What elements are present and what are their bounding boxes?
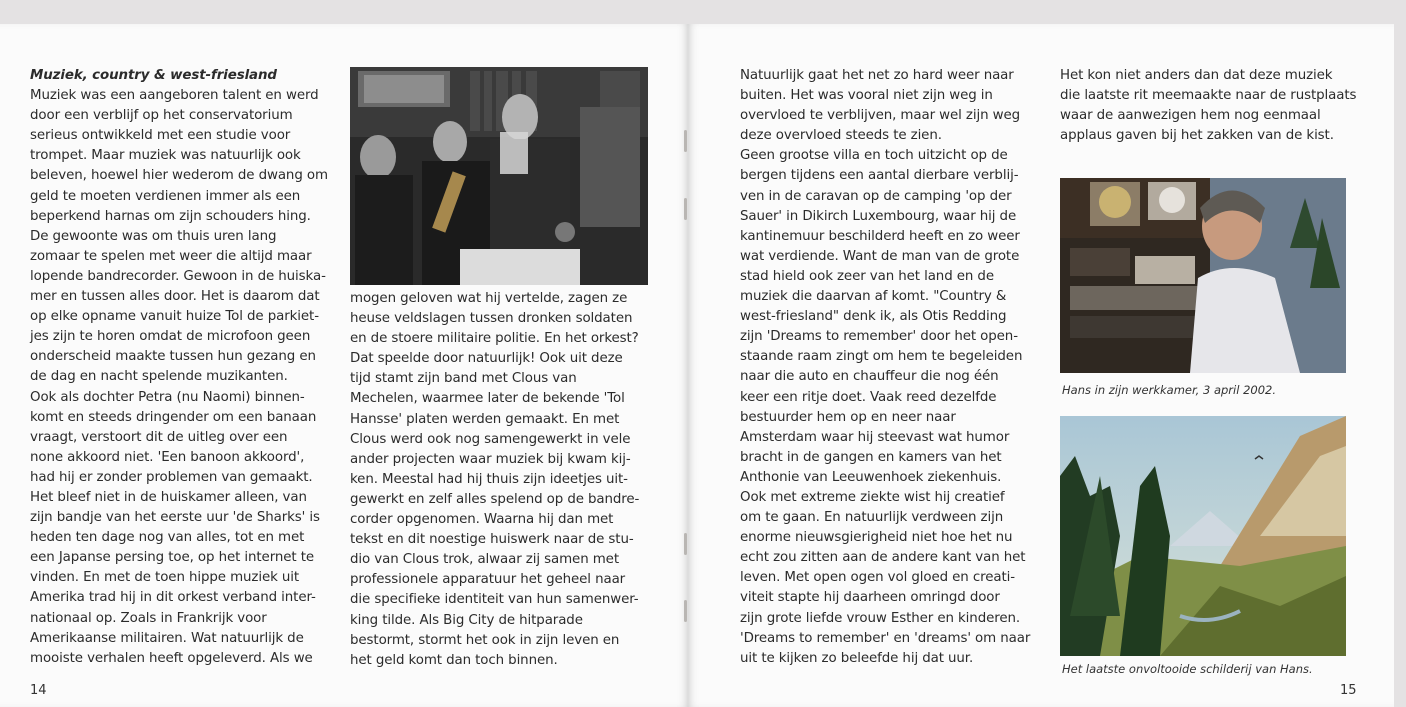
text-line: Amerikaanse militairen. Wat natuurlijk de (30, 630, 304, 646)
text-line: gewerkt en zelf alles spelend op de bandre- (350, 491, 640, 507)
text-line: applaus gaven bij het zakken van de kist. (1060, 128, 1334, 144)
text-line: heden ten dage nog van alles, tot en met (30, 530, 305, 546)
text-line: overvloed te verblijven, maar wel zijn weg (740, 108, 1021, 124)
text-line: waar de aanwezigen hem nog eenmaal (1060, 108, 1321, 124)
text-line: heuse veldslagen tussen dronken soldaten (350, 311, 633, 327)
text-line: Hansse' platen werden gemaakt. En met (350, 411, 620, 427)
text-line: buiten. Het was vooral niet zijn weg in (740, 88, 993, 104)
text-line: en de stoere militaire politie. En het orkest? (350, 331, 639, 347)
text-line: geld te moeten verdienen immer als een (30, 188, 301, 204)
text-line: zijn bandje van het eerste uur 'de Sharks' is (30, 510, 320, 526)
text-line: staande raam zingt om hem te begeleiden (740, 349, 1023, 365)
text-line: echt zou zitten aan de andere kant van het (740, 550, 1026, 566)
band-photo (350, 67, 648, 285)
left-col-1 (30, 66, 328, 669)
staple-mark (684, 198, 687, 220)
unfinished-painting-image (1060, 416, 1346, 656)
hans-study-photo (1060, 178, 1346, 373)
text-line: Het bleef niet in de huiskamer alleen, van (30, 489, 307, 505)
section-heading: Muziek, country & west-friesland (30, 68, 277, 83)
text-line: mooiste verhalen heeft opgeleverd. Als we (30, 650, 313, 666)
text-line: Geen grootse villa en toch uitzicht op de (740, 148, 1008, 164)
text-line: mogen geloven wat hij vertelde, zagen ze (350, 291, 628, 306)
text-line: ander projecten waar muziek bij kwam kij- (350, 451, 631, 467)
text-line: Het kon niet anders dan dat deze muziek (1060, 68, 1333, 83)
text-line: Amerika trad hij in dit orkest verband inter- (30, 590, 316, 606)
text-line: vinden. En met de toen hippe muziek uit (30, 570, 300, 586)
text-line: Muziek was een aangeboren talent en werd (30, 88, 319, 104)
text-line: 'Dreams to remember' en 'dreams' om naar (740, 630, 1031, 646)
text-line: die specifieke identiteit van hun samenwer- (350, 592, 639, 608)
text-line: leven. Met open ogen vol gloed en creati- (740, 570, 1015, 586)
right-page (688, 24, 1394, 707)
text-line: door een verblijf op het conservatorium (30, 108, 293, 124)
hans-study-image (1060, 178, 1346, 373)
text-line: uit te kijken zo beleefde hij dat uur. (740, 650, 974, 666)
caption-painting: Het laatste onvoltooide schilderij van Hans. (1062, 662, 1313, 676)
text-line: om te gaan. En natuurlijk verdween zijn (740, 510, 1004, 526)
text-line: zijn 'Dreams to remember' door het open- (740, 329, 1018, 345)
text-line: bestuurder hem op en neer naar (740, 409, 956, 425)
right-col-2-text (1060, 66, 1356, 146)
text-line: dio van Clous trok, alwaar zij samen met (350, 552, 619, 568)
text-line: Natuurlijk gaat het net zo hard weer naar (740, 68, 1014, 83)
text-line: Mechelen, waarmee later de bekende 'Tol (350, 391, 625, 407)
text-line: vraagt, verstoort dit de uitleg over een (30, 429, 288, 445)
text-line: een Japanse persing toe, op het internet te (30, 550, 314, 566)
left-col-2 (350, 289, 639, 671)
text-line: beperkend harnas om zijn schouders hing. (30, 208, 311, 224)
text-line: het geld komt dan toch binnen. (350, 652, 558, 668)
text-line: lopende bandrecorder. Gewoon in de huiska- (30, 268, 326, 284)
band-photo-image (350, 67, 648, 285)
text-line: nationaal op. Zoals in Frankrijk voor (30, 610, 267, 626)
text-line: corder opgenomen. Waarna hij dan met (350, 512, 614, 528)
text-line: viteit stapte hij daarheen omringd door (740, 590, 1000, 606)
text-line: onderscheid maakte tussen hun gezang en (30, 349, 316, 365)
text-line: none akkoord niet. 'Een banoon akkoord', (30, 449, 305, 465)
text-line: west-friesland" denk ik, als Otis Redding (740, 309, 1007, 325)
text-line: die laatste rit meemaakte naar de rustplaats (1060, 88, 1357, 104)
text-line: tekst en dit noestige huiswerk naar de stu- (350, 532, 634, 548)
right-col-1-text (740, 66, 1030, 669)
text-line: trompet. Maar muziek was natuurlijk ook (30, 148, 301, 164)
right-col-1 (740, 66, 1030, 669)
text-line: zomaar te spelen met weer die altijd maar (30, 248, 312, 264)
text-line: kantinemuur beschilderd heeft en zo weer (740, 228, 1020, 244)
text-line: mer en tussen alles door. Het is daarom dat (30, 289, 320, 305)
text-line: keer een ritje doet. Vaak reed dezelfde (740, 389, 997, 405)
text-line: bracht in de gangen en kamers van het (740, 449, 1002, 465)
staple-mark-bottom (684, 600, 687, 622)
right-col-2 (1060, 66, 1356, 146)
text-line: enorme nieuwsgierigheid niet hoe het nu (740, 530, 1013, 546)
text-line: De gewoonte was om thuis uren lang (30, 228, 277, 244)
left-page (0, 24, 688, 707)
text-line: Ook als dochter Petra (nu Naomi) binnen- (30, 389, 305, 405)
text-line: Dat speelde door natuurlijk! Ook uit deze (350, 351, 623, 367)
text-line: stad hield ook zeer van het land en de (740, 268, 994, 284)
text-line: zijn grote liefde vrouw Esther en kinderen. (740, 610, 1021, 626)
painting-photo (1060, 416, 1346, 656)
text-line: professionele apparatuur het geheel naar (350, 572, 626, 588)
text-line: Clous werd ook nog samengewerkt in vele (350, 431, 631, 447)
text-line: Ook met extreme ziekte wist hij creatief (740, 489, 1005, 505)
text-line: wat verdiende. Want de man van de grote (740, 248, 1020, 264)
text-line: deze overvloed steeds te zien. (740, 128, 942, 144)
text-line: bergen tijdens een aantal dierbare verblij- (740, 168, 1019, 184)
left-col-1-text (30, 86, 328, 669)
page-number-right: 15 (1340, 683, 1357, 698)
caption-hans-study: Hans in zijn werkkamer, 3 april 2002. (1062, 383, 1276, 397)
text-line: komt en steeds dringender om een banaan (30, 409, 317, 425)
text-line: had hij er zonder problemen van gemaakt. (30, 469, 313, 485)
text-line: Anthonie van Leeuwenhoek ziekenhuis. (740, 469, 1002, 485)
staple-bottom (684, 533, 687, 555)
text-line: serieus ontwikkeld met een studie voor (30, 128, 291, 144)
text-line: muziek die daarvan af komt. "Country & (740, 289, 1007, 305)
text-line: jes zijn te horen omdat de microfoon geen (30, 329, 311, 345)
text-line: de dag en nacht spelende muzikanten. (30, 369, 288, 385)
text-line: bestormt, stormt het ook in zijn leven en (350, 632, 620, 648)
text-line: ken. Meestal had hij thuis zijn ideetjes uit- (350, 471, 628, 487)
text-line: king tilde. Als Big City de hitparade (350, 612, 583, 628)
text-line: ven in de caravan op de camping 'op der (740, 188, 1012, 204)
text-line: tijd stamt zijn band met Clous van (350, 371, 577, 387)
text-line: Sauer' in Dikirch Luxembourg, waar hij de (740, 208, 1017, 224)
left-col-2-text (350, 289, 639, 671)
text-line: naar die auto en chauffeur die nog één (740, 369, 999, 385)
text-line: Amsterdam waar hij steevast wat humor (740, 429, 1010, 445)
text-line: op elke opname vanuit huize Tol de parkiet- (30, 309, 319, 325)
text-line: beleven, hoewel hier wederom de dwang om (30, 168, 328, 184)
page-number-left: 14 (30, 683, 47, 698)
staple-top (684, 130, 687, 152)
